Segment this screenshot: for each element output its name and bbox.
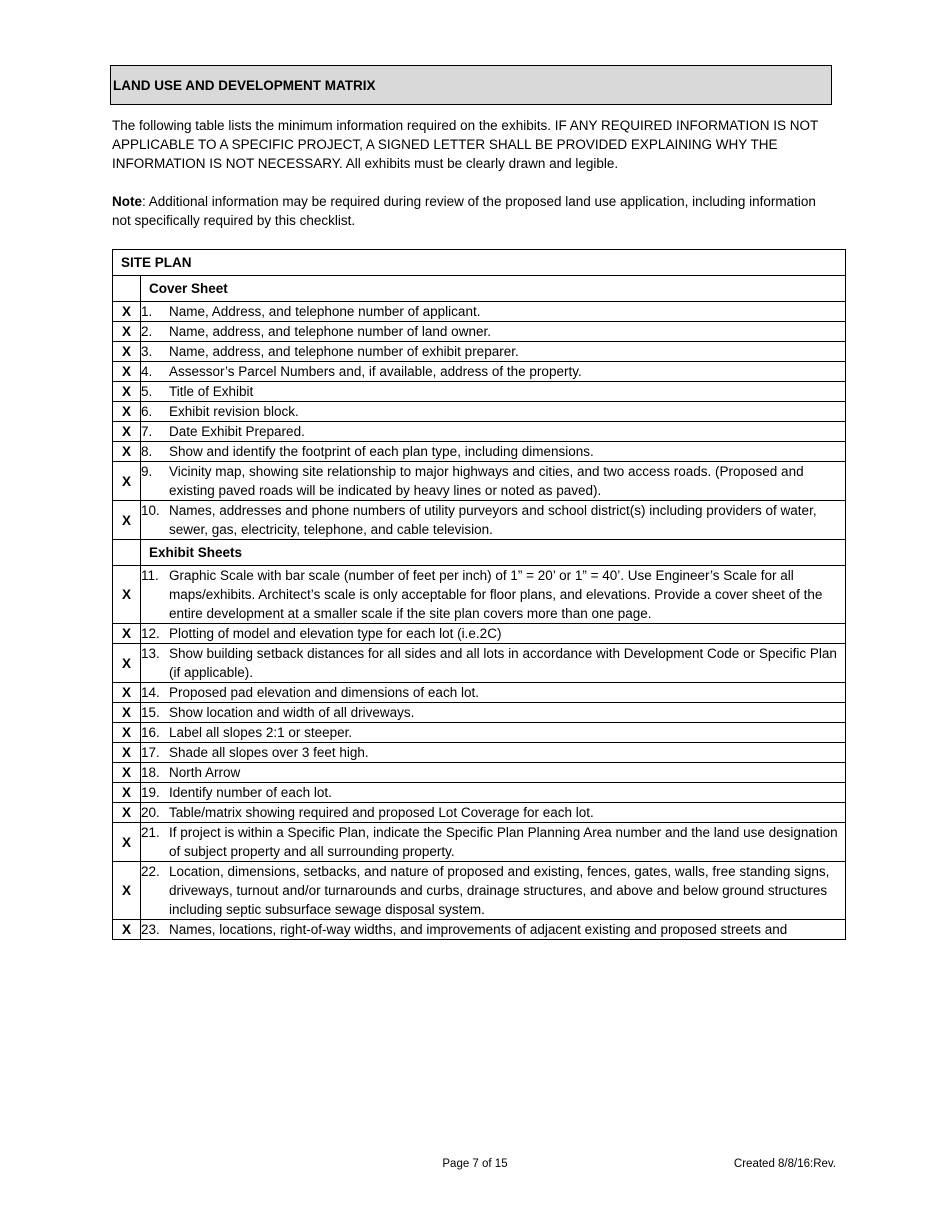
item-text: Table/matrix showing required and proposed Lot Coverage for each lot. (169, 805, 594, 820)
item-number: 20. (141, 805, 160, 820)
item-number: 3. (141, 344, 153, 359)
item-text: Assessor’s Parcel Numbers and, if available, address of the property. (169, 364, 582, 379)
item-cell (141, 743, 846, 763)
item-number: 17. (141, 745, 160, 760)
check-mark: X (113, 442, 141, 462)
item-number: 19. (141, 785, 160, 800)
table-row (113, 462, 846, 501)
note-text: : Additional information may be required during review of the proposed land use application, including information not specifically required by this checklist. (112, 194, 816, 228)
item-number: 6. (141, 404, 153, 419)
check-mark: X (113, 703, 141, 723)
section-title-row (113, 250, 846, 276)
item-number: 14. (141, 685, 160, 700)
check-mark: X (113, 683, 141, 703)
item-cell (141, 763, 846, 783)
item-cell (141, 783, 846, 803)
note-paragraph (112, 192, 832, 230)
check-mark: X (113, 823, 141, 862)
item-number: 11. (141, 568, 159, 583)
item-number: 4. (141, 364, 153, 379)
check-mark: X (113, 743, 141, 763)
item-number: 12. (141, 626, 160, 641)
item-cell (141, 803, 846, 823)
item-number: 16. (141, 725, 160, 740)
item-cell (141, 683, 846, 703)
item-cell (141, 342, 846, 362)
item-text: Location, dimensions, setbacks, and nature of proposed and existing, fences, gates, walls, free standing signs, driveways, turnout and/or turnarounds and curbs, drainage structures, and above and below ground structures including septic subsurface sewage disposal system. (169, 864, 830, 917)
check-mark: X (113, 566, 141, 624)
table-row (113, 703, 846, 723)
page-number: Page 7 of 15 (442, 1158, 508, 1170)
table-row (113, 823, 846, 862)
table-row (113, 382, 846, 402)
item-text: Title of Exhibit (169, 384, 254, 399)
check-mark: X (113, 723, 141, 743)
cover-sheet-heading-row (113, 276, 846, 302)
check-mark: X (113, 624, 141, 644)
empty-mark-cell (113, 540, 141, 566)
exhibit-sheets-heading-row (113, 540, 846, 566)
table-row (113, 624, 846, 644)
table-row (113, 501, 846, 540)
item-text: Identify number of each lot. (169, 785, 332, 800)
table-row (113, 783, 846, 803)
check-mark: X (113, 342, 141, 362)
item-cell (141, 402, 846, 422)
table-row (113, 402, 846, 422)
check-mark: X (113, 803, 141, 823)
item-cell (141, 422, 846, 442)
item-cell (141, 644, 846, 683)
exhibit-sheets-heading: Exhibit Sheets (141, 540, 846, 566)
table-row (113, 743, 846, 763)
item-cell (141, 382, 846, 402)
table-row (113, 442, 846, 462)
item-number: 2. (141, 324, 153, 339)
table-row (113, 342, 846, 362)
item-cell (141, 920, 846, 940)
cover-sheet-heading: Cover Sheet (141, 276, 846, 302)
check-mark: X (113, 501, 141, 540)
table-row (113, 322, 846, 342)
item-text: Show building setback distances for all sides and all lots in accordance with Development Code or Specific Plan (if applicable). (169, 646, 837, 680)
item-number: 7. (141, 424, 153, 439)
check-mark: X (113, 382, 141, 402)
item-cell (141, 823, 846, 862)
item-text: Exhibit revision block. (169, 404, 299, 419)
check-mark: X (113, 362, 141, 382)
table-row (113, 302, 846, 322)
item-cell (141, 624, 846, 644)
item-number: 23. (141, 922, 160, 937)
item-number: 10. (141, 503, 160, 518)
item-cell (141, 462, 846, 501)
item-cell (141, 302, 846, 322)
item-cell (141, 442, 846, 462)
table-row (113, 683, 846, 703)
check-mark: X (113, 322, 141, 342)
item-text: Graphic Scale with bar scale (number of feet per inch) of 1” = 20’ or 1” = 40’. Use Engineer’s Scale for all maps/exhibits. Architect’s scale is only acceptable for floor plans, and elevations. Provide a cover sheet of the entire development at a smaller scale if the site plan covers more than one page. (169, 568, 823, 621)
item-text: Name, Address, and telephone number of applicant. (169, 304, 481, 319)
check-mark: X (113, 920, 141, 940)
item-text: Names, addresses and phone numbers of utility purveyors and school district(s) including providers of water, sewer, gas, electricity, telephone, and cable television. (169, 503, 817, 537)
check-mark: X (113, 644, 141, 683)
item-text: Plotting of model and elevation type for each lot (i.e.2C) (169, 626, 502, 641)
item-text: Vicinity map, showing site relationship to major highways and cities, and two access roads. (Proposed and existing paved roads will be indicated by heavy lines or noted as paved). (169, 464, 804, 498)
check-mark: X (113, 862, 141, 920)
item-cell (141, 362, 846, 382)
item-number: 15. (141, 705, 160, 720)
check-mark: X (113, 783, 141, 803)
intro-paragraph: The following table lists the minimum information required on the exhibits. IF ANY REQUIRED INFORMATION IS NOT APPLICABLE TO A SPECIFIC PROJECT, A SIGNED LETTER SHALL BE PROVIDED EXPLAINING WHY THE INFORMATION IS NOT NECESSARY. All exhibits must be clearly drawn and legible. (112, 118, 818, 171)
item-number: 8. (141, 444, 153, 459)
item-text: North Arrow (169, 765, 241, 780)
item-text: Date Exhibit Prepared. (169, 424, 305, 439)
item-text: Proposed pad elevation and dimensions of each lot. (169, 685, 479, 700)
site-plan-matrix (112, 249, 846, 940)
section-title: SITE PLAN (113, 250, 846, 276)
table-row (113, 920, 846, 940)
table-row (113, 862, 846, 920)
check-mark: X (113, 763, 141, 783)
item-cell (141, 322, 846, 342)
table-row (113, 644, 846, 683)
item-cell (141, 723, 846, 743)
item-number: 22. (141, 864, 160, 879)
note-label: Note (112, 194, 142, 209)
item-text: Show location and width of all driveways. (169, 705, 415, 720)
page-title: LAND USE AND DEVELOPMENT MATRIX (110, 65, 832, 105)
item-cell (141, 566, 846, 624)
check-mark: X (113, 302, 141, 322)
check-mark: X (113, 402, 141, 422)
table-row (113, 723, 846, 743)
table-row (113, 422, 846, 442)
created-date: Created 8/8/16:Rev. (733, 1158, 836, 1170)
table-row (113, 803, 846, 823)
item-cell (141, 703, 846, 723)
item-number: 18. (141, 765, 160, 780)
item-text: Show and identify the footprint of each plan type, including dimensions. (169, 444, 594, 459)
item-text: Shade all slopes over 3 feet high. (169, 745, 369, 760)
item-text: If project is within a Specific Plan, indicate the Specific Plan Planning Area number and the land use designation of subject property and all surrounding property. (169, 825, 838, 859)
item-cell (141, 501, 846, 540)
table-row (113, 763, 846, 783)
item-text: Name, address, and telephone number of land owner. (169, 324, 491, 339)
item-number: 13. (141, 646, 160, 661)
table-row (113, 566, 846, 624)
item-text: Name, address, and telephone number of exhibit preparer. (169, 344, 519, 359)
empty-mark-cell (113, 276, 141, 302)
item-text: Label all slopes 2:1 or steeper. (169, 725, 353, 740)
table-row (113, 362, 846, 382)
item-number: 9. (141, 464, 153, 479)
check-mark: X (113, 462, 141, 501)
check-mark: X (113, 422, 141, 442)
item-cell (141, 862, 846, 920)
item-text: Names, locations, right-of-way widths, and improvements of adjacent existing and proposed streets and (169, 922, 788, 937)
item-number: 1. (141, 304, 153, 319)
item-number: 5. (141, 384, 153, 399)
item-number: 21. (141, 825, 160, 840)
